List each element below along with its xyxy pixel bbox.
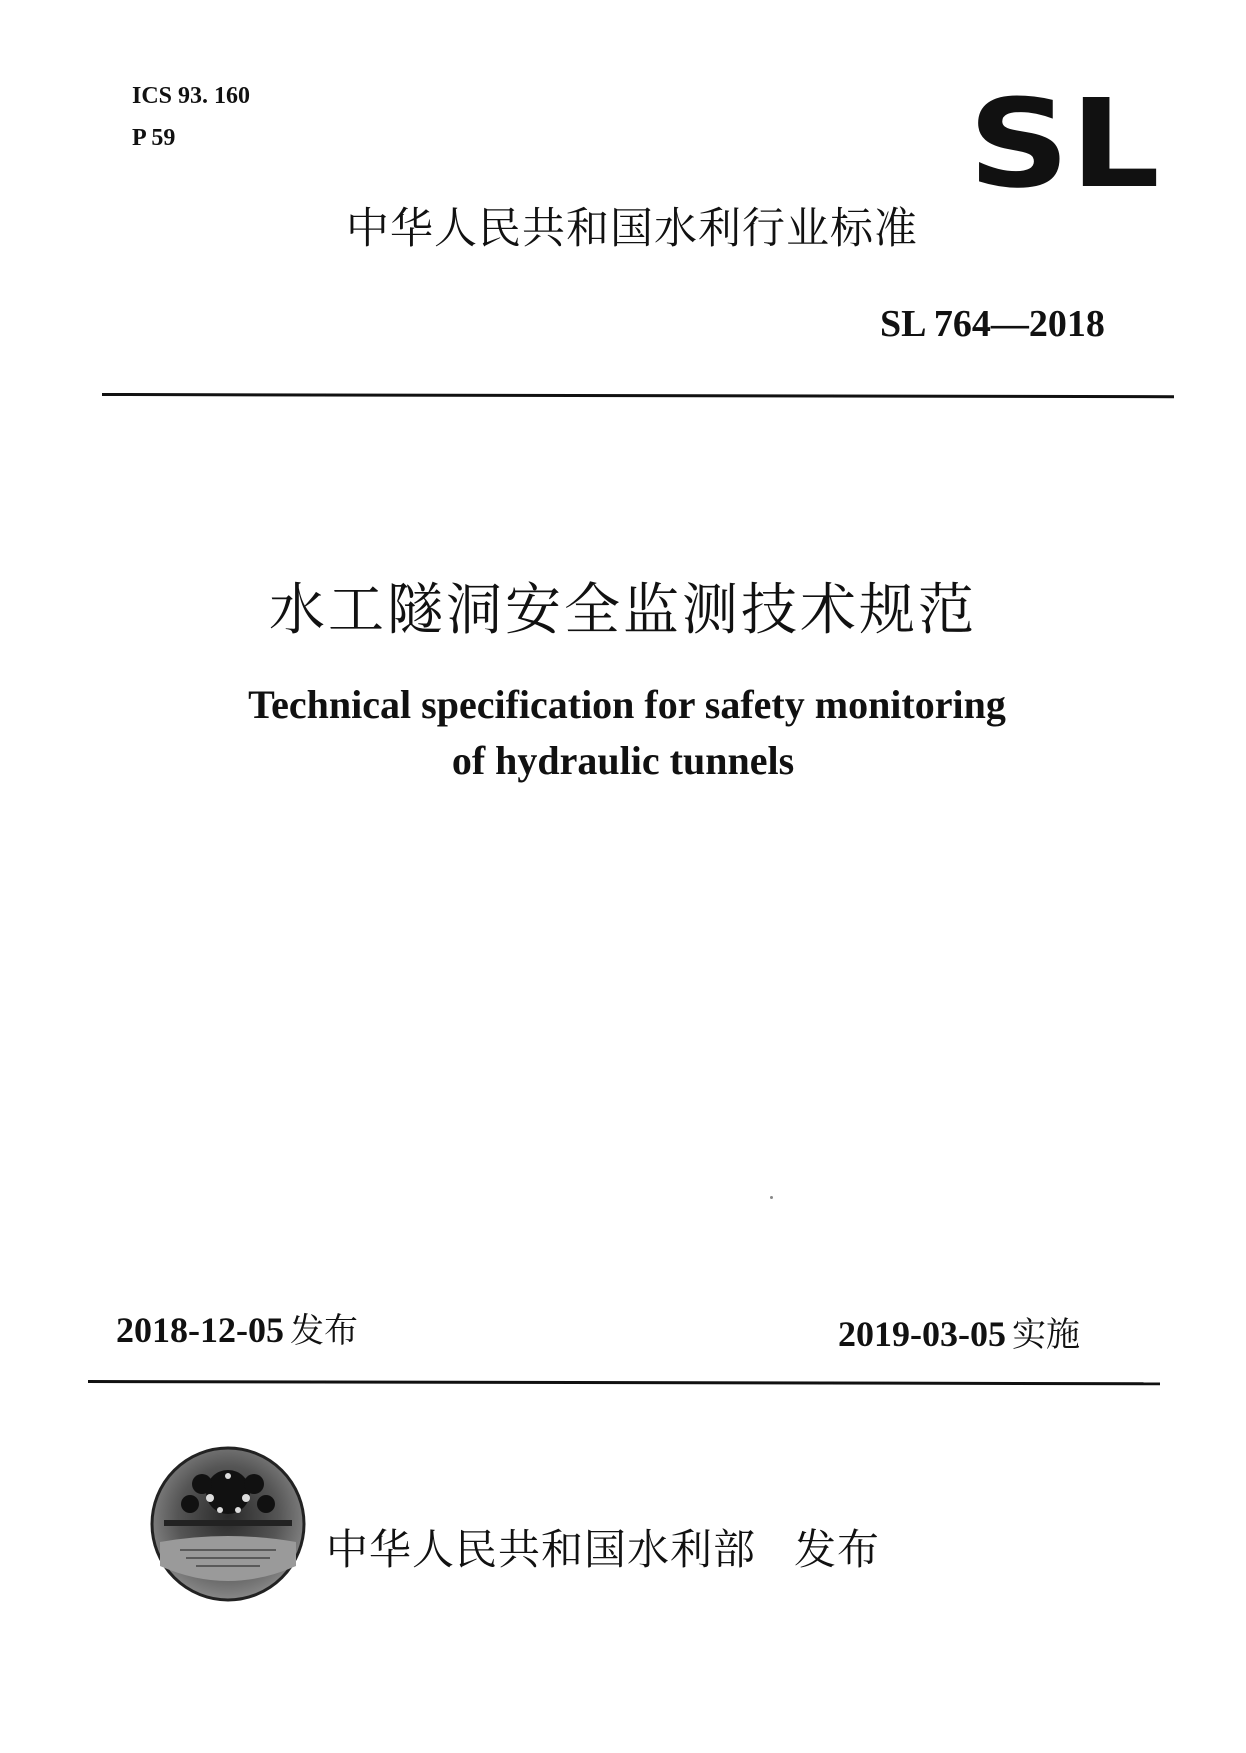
standard-number: SL 764—2018	[880, 303, 1105, 345]
standard-category: 中华人民共和国水利行业标准	[346, 204, 918, 254]
ministry-seal-icon	[150, 1446, 306, 1602]
publisher-action: 发布	[794, 1525, 881, 1574]
classification-code: P 59	[132, 125, 176, 151]
english-title-line2: of hydraulic tunnels	[451, 738, 795, 783]
issue-date: 2018-12-05	[116, 1310, 284, 1350]
scan-speck	[770, 1196, 773, 1199]
implement-label: 实施	[1011, 1315, 1080, 1355]
issue-label: 发布	[289, 1311, 358, 1351]
ics-code: ICS 93. 160	[132, 83, 251, 109]
chinese-title: 水工隧洞安全监测技术规范	[269, 578, 977, 643]
sl-logo	[968, 90, 1160, 196]
implement-date: 2019-03-05	[838, 1314, 1006, 1354]
english-title-line1: Technical specification for safety monitoring	[248, 682, 1006, 727]
publisher-line	[326, 1524, 880, 1576]
footer-divider	[88, 1380, 1160, 1385]
header-divider	[102, 393, 1174, 398]
implement-date-line	[838, 1312, 1080, 1357]
issue-date-line	[116, 1308, 358, 1353]
publisher-name: 中华人民共和国水利部	[326, 1525, 757, 1574]
sl-logo-text: SL	[968, 90, 1160, 196]
